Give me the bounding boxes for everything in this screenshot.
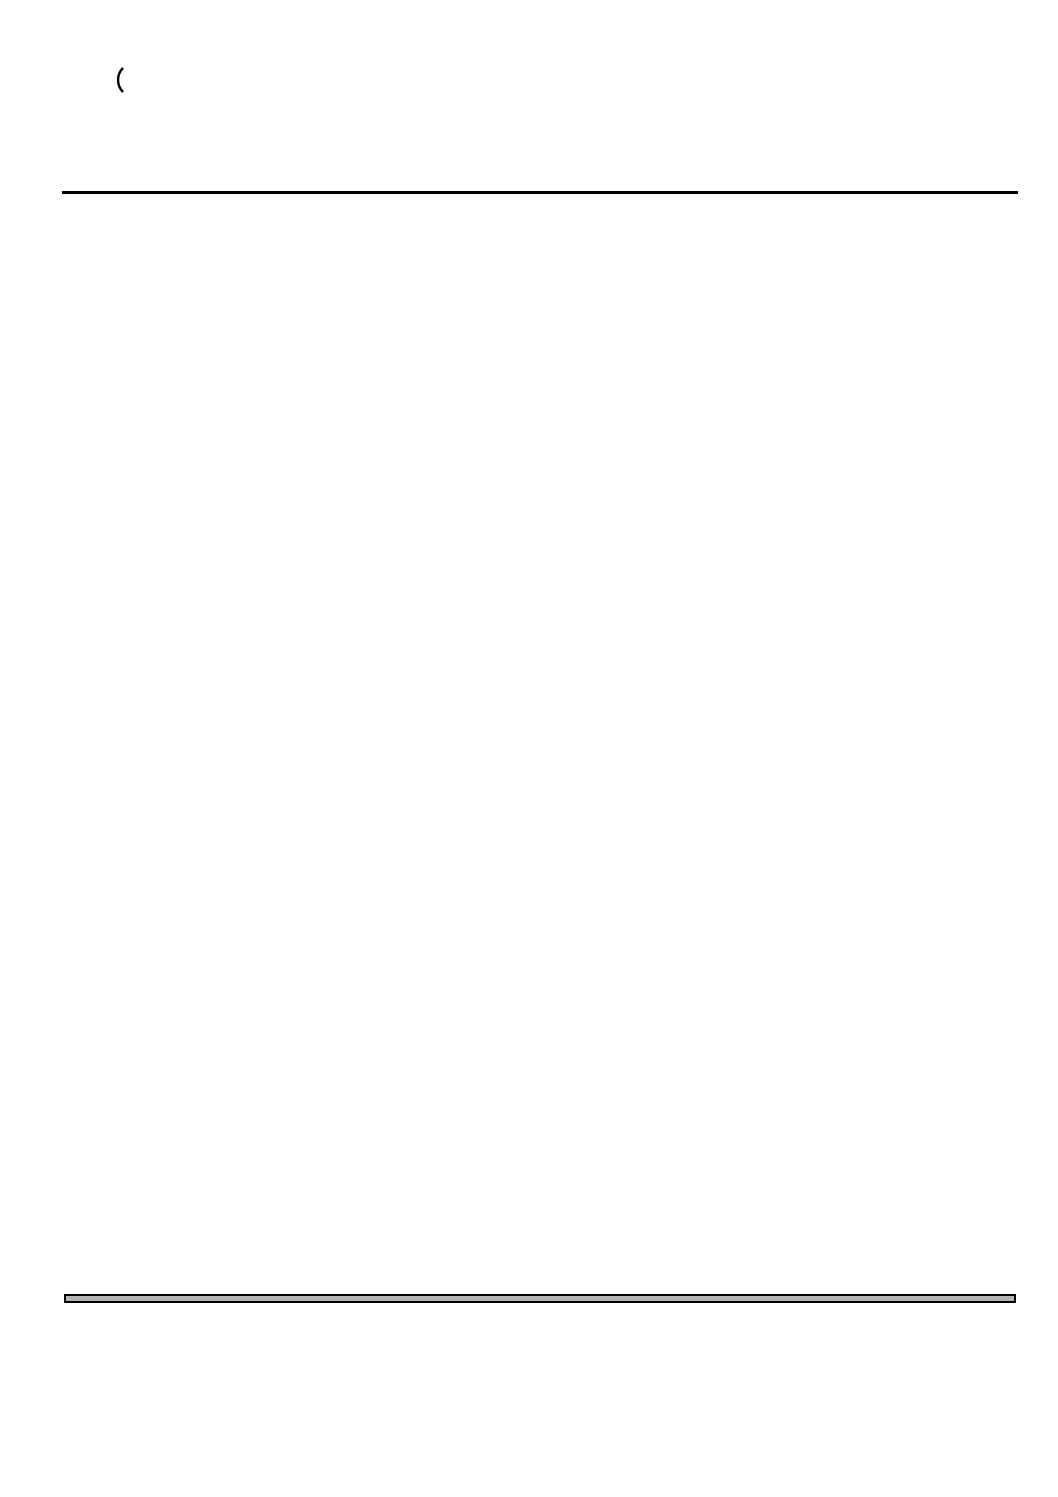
- schedule-table-clip: [62, 191, 1018, 1287]
- tournament-dates-prize: [0, 96, 1058, 107]
- notice-box: [64, 1294, 1016, 1303]
- schedule-table: [62, 191, 1018, 194]
